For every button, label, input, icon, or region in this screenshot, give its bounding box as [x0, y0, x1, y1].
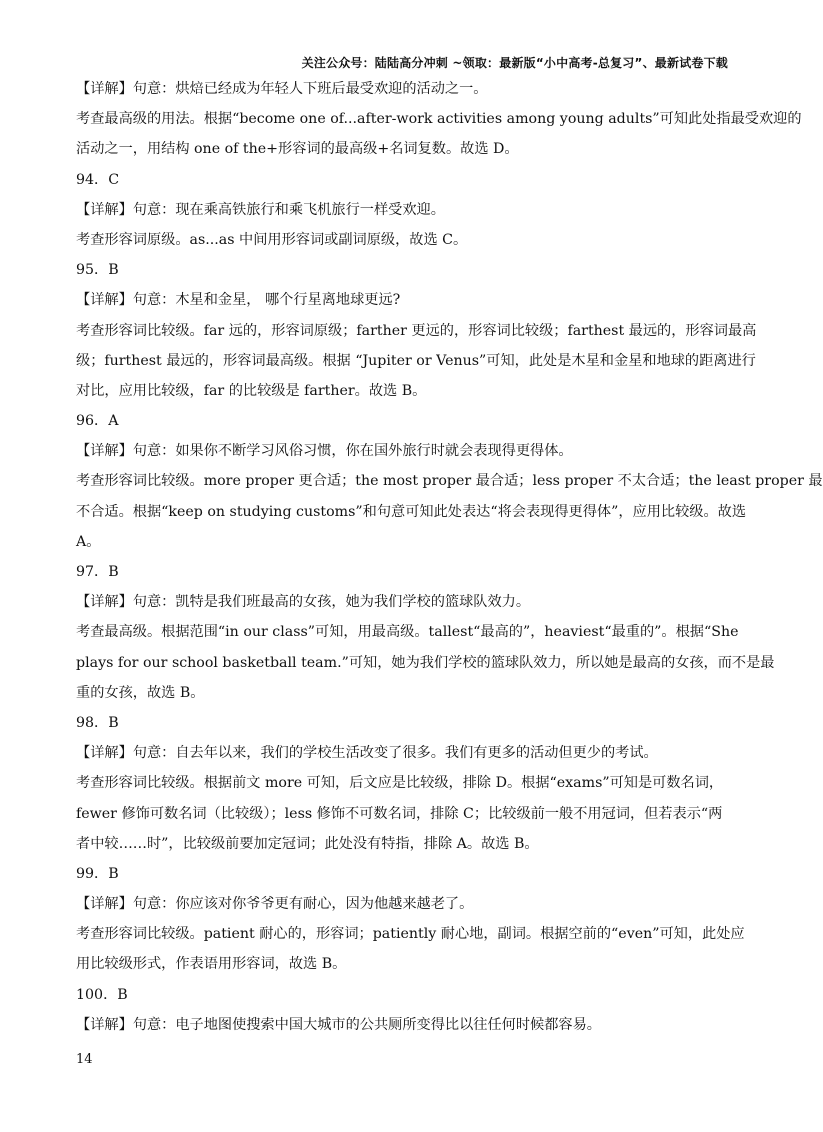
explanation-line: 不合适。根据“keep on studying customs”和句意可知此处表达“将会表现得更得体”，应用比较级。故选 — [76, 503, 747, 520]
explanation-line: 级；furthest 最远的，形容词最高级。根据 “Jupiter or Venus”可知，此处是木星和金星和地球的距离进行 — [76, 352, 756, 369]
explanation-line: 考查形容词比较级。more proper 更合适；the most proper 最合适；less proper 不太合适；the least proper 最 — [76, 473, 823, 490]
page-header: 关注公众号：陆陆高分冲刺 ~领取：最新版“小中高考-总复习”、最新试卷下载 — [301, 56, 728, 70]
explanation-line: A。 — [76, 533, 101, 550]
question-number: 95．B — [76, 262, 119, 279]
explanation-line: 【详解】句意：如果你不断学习风俗习惯，你在国外旅行时就会表现得更得体。 — [76, 443, 573, 460]
explanation-line: 考查形容词比较级。根据前文 more 可知，后文应是比较级，排除 D。根据“exams”可知是可数名词， — [76, 775, 724, 792]
explanation-line: 考查最高级的用法。根据“become one of...after-work activities among young adults”可知此处指最受欢迎的 — [76, 111, 802, 128]
explanation-line: 【详解】句意：木星和金星， 哪个行星离地球更远? — [76, 292, 401, 309]
explanation-line: 对比，应用比较级，far 的比较级是 farther。故选 B。 — [76, 382, 427, 399]
explanation-line: 者中较……时”，比较级前要加定冠词；此处没有特指，排除 A。故选 B。 — [76, 835, 539, 852]
answer-explanations — [76, 74, 823, 1040]
explanation-line: 考查形容词比较级。far 远的，形容词原级；farther 更远的，形容词比较级；farthest 最远的，形容词最高 — [76, 322, 757, 339]
explanation-line: 【详解】句意：现在乘高铁旅行和乘飞机旅行一样受欢迎。 — [76, 201, 445, 218]
explanation-line: 【详解】句意：自去年以来，我们的学校生活改变了很多。我们有更多的活动但更少的考试。 — [76, 745, 658, 762]
question-number: 96．A — [76, 413, 119, 430]
question-number: 94．C — [76, 171, 120, 188]
explanation-line: 活动之一，用结构 one of the+形容词的最高级+名词复数。故选 D。 — [76, 141, 519, 158]
explanation-line: 用比较级形式，作表语用形容词，故选 B。 — [76, 956, 347, 973]
explanation-line: 重的女孩，故选 B。 — [76, 684, 205, 701]
question-number: 98．B — [76, 714, 119, 731]
explanation-line: 【详解】句意：烘焙已经成为年轻人下班后最受欢迎的活动之一。 — [76, 81, 488, 97]
explanation-line: 【详解】句意：你应该对你爷爷更有耐心，因为他越来越老了。 — [76, 896, 474, 913]
question-number: 97．B — [76, 564, 119, 580]
explanation-line: plays for our school basketball team.”可知，她为我们学校的篮球队效力，所以她是最高的女孩，而不是最 — [76, 654, 775, 671]
question-number: 99．B — [76, 865, 119, 882]
explanation-line: 考查最高级。根据范围“in our class”可知，用最高级。tallest“最高的”，heaviest“最重的”。根据“She — [76, 624, 739, 641]
explanation-line: fewer 修饰可数名词（比较级）；less 修饰不可数名词，排除 C；比较级前一般不用冠词，但若表示“两 — [76, 805, 723, 822]
page-number: 14 — [76, 1052, 93, 1067]
explanation-line: 考查形容词原级。as...as 中间用形容词或副词原级，故选 C。 — [76, 231, 468, 248]
explanation-line: 【详解】句意：电子地图使搜索中国大城市的公共厕所变得比以往任何时候都容易。 — [76, 1016, 601, 1033]
explanation-line: 【详解】句意：凯特是我们班最高的女孩，她为我们学校的篮球队效力。 — [76, 594, 531, 611]
question-number: 100．B — [76, 986, 128, 1003]
explanation-line: 考查形容词比较级。patient 耐心的，形容词；patiently 耐心地，副词。根据空前的“even”可知，此处应 — [76, 926, 745, 943]
